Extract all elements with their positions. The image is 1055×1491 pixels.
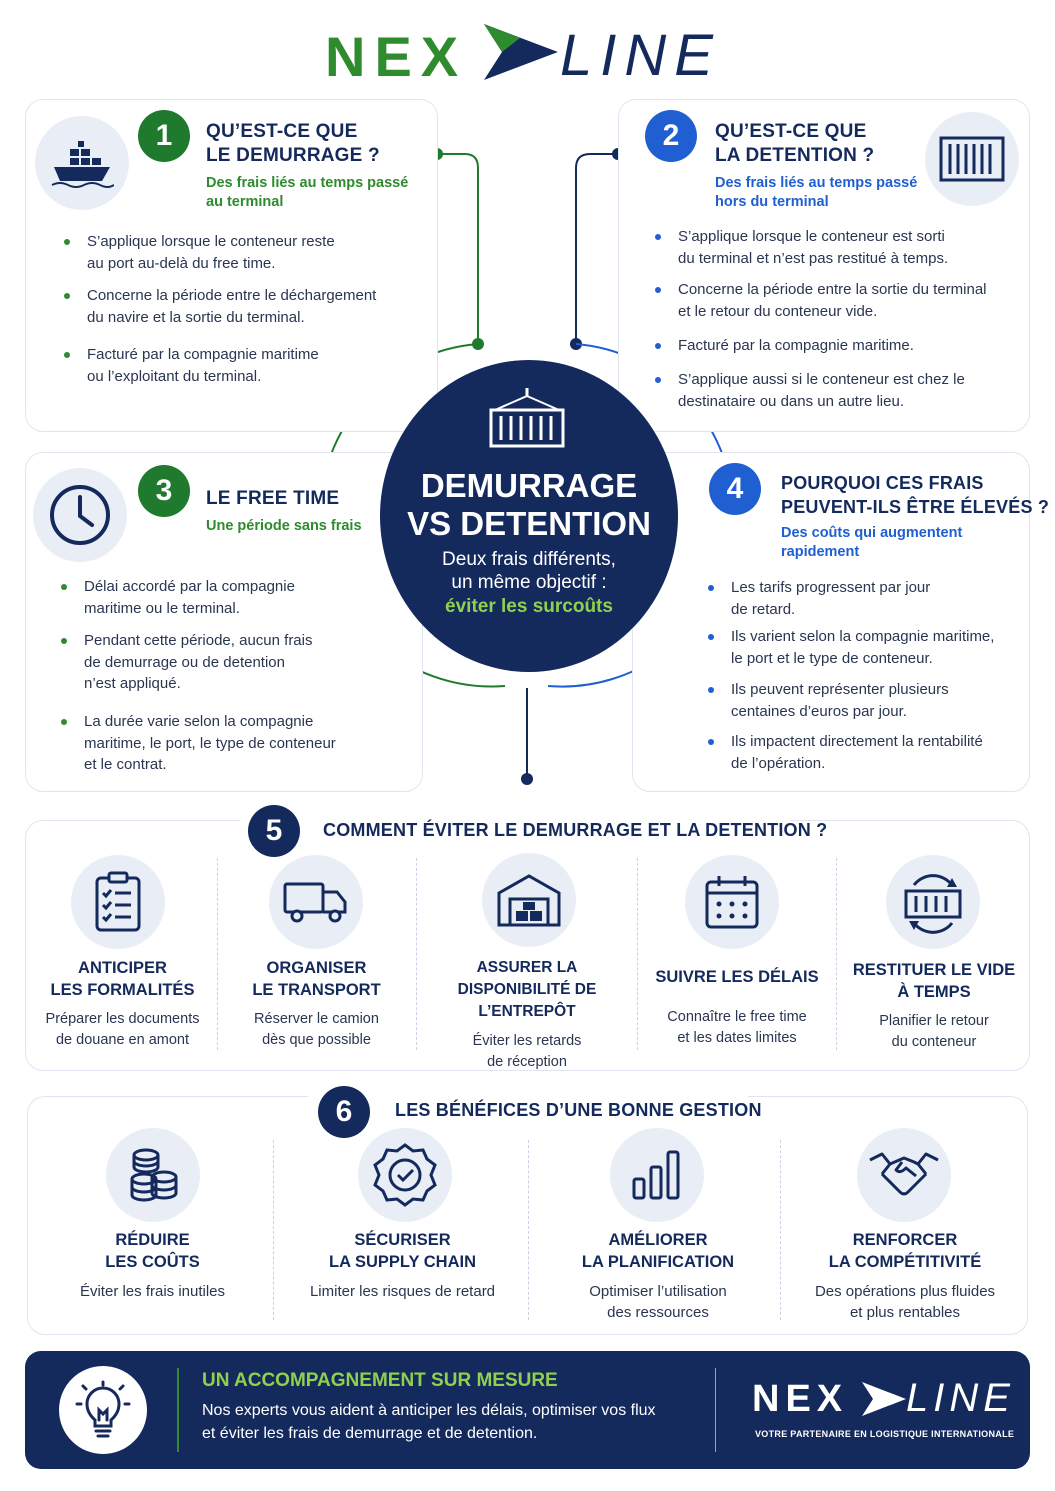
section6-divider <box>528 1140 529 1320</box>
step-desc-line1: Connaître le free time <box>667 1009 807 1025</box>
benefit-desc-line1: Des opérations plus fluides <box>814 1283 996 1300</box>
logo-line-text: LINE <box>560 23 721 88</box>
card3-bullet-2 <box>84 630 313 695</box>
bullet-line: Concerne la période entre le déchargement <box>87 287 377 304</box>
bullet-line: de retard. <box>731 600 796 618</box>
ship-icon-circle <box>35 116 129 210</box>
card4-title-line1: POURQUOI CES FRAIS <box>781 473 984 493</box>
ship-icon <box>50 137 114 189</box>
step-title-line1: ANTICIPER <box>78 959 167 977</box>
card1-title-line1: QU’EST-CE QUE <box>206 121 358 142</box>
container-icon-circle <box>925 112 1019 206</box>
footer-text-line2: et éviter les frais de demurrage et de detention. <box>202 1425 538 1442</box>
benefit-title-line2: LA PLANIFICATION <box>581 1253 735 1271</box>
clock-icon <box>48 483 112 547</box>
benefit-desc-line2: des ressources <box>607 1304 709 1321</box>
bullet-line: de l’opération. <box>731 754 826 772</box>
bullet-line: Ils impactent directement la rentabilité <box>731 733 983 750</box>
card3-bullet-1 <box>84 576 295 619</box>
benefit-desc-line1: Limiter les risques de retard <box>309 1283 496 1300</box>
footer-text-line1: Nos experts vous aident à anticiper les délais, optimiser vos flux <box>202 1402 656 1419</box>
card4-bullet-2 <box>731 626 994 669</box>
lightbulb-icon <box>75 1380 131 1440</box>
card2-title-line1: QU’EST-CE QUE <box>715 121 867 142</box>
footer-title: UN ACCOMPAGNEMENT SUR MESURE <box>202 1370 558 1391</box>
center-title-line1: DEMURRAGE <box>420 467 638 504</box>
card4-bullet-1 <box>731 577 930 620</box>
card2-title <box>715 120 874 168</box>
card1-number-badge: 1 <box>138 110 190 162</box>
container-return-icon <box>902 869 964 935</box>
benefit-desc <box>540 1281 776 1323</box>
card2-bullet-1 <box>678 226 948 269</box>
shield-check-icon-circle <box>358 1128 452 1222</box>
section6-divider <box>273 1140 274 1320</box>
bullet-line: maritime, le port, le type de conteneur <box>84 734 336 752</box>
step-desc <box>642 1007 832 1049</box>
lightbulb-icon-circle <box>59 1366 147 1454</box>
center-subtitle-line1: Deux frais différents, <box>442 549 616 570</box>
step-desc-line2: du conteneur <box>891 1034 977 1050</box>
step-desc <box>420 1031 634 1073</box>
center-subtitle-line2: un même objectif : <box>451 572 607 593</box>
step-title-line1: SUIVRE LES DÉLAIS <box>655 968 819 986</box>
section5-divider <box>217 858 218 1050</box>
clipboard-icon-circle <box>71 855 165 949</box>
bullet-line: Facturé par la compagnie maritime <box>87 346 319 363</box>
card3-number-badge: 3 <box>138 465 190 517</box>
container-icon <box>938 135 1006 183</box>
warehouse-icon <box>496 873 562 927</box>
section5-title: COMMENT ÉVITER LE DEMURRAGE ET LA DETENTION ? <box>323 820 828 840</box>
benefit-competitiveness <box>790 1229 1020 1323</box>
bullet-line: Concerne la période entre la sortie du terminal <box>678 281 987 298</box>
card4-bullet-3 <box>731 679 949 722</box>
card1-subtitle-line1: Des frais liés au temps passé <box>206 175 409 191</box>
step-desc-line1: Éviter les retards <box>472 1033 582 1049</box>
bullet-line: Ils varient selon la compagnie maritime, <box>731 628 995 645</box>
card4-number-badge: 4 <box>709 463 761 515</box>
container-return-icon-circle <box>886 855 980 949</box>
footer-logo-arrow-icon <box>860 1380 908 1418</box>
step-desc-line2: de douane en amont <box>55 1032 190 1048</box>
step-anticipate <box>30 957 215 1051</box>
card1-subtitle <box>206 174 408 212</box>
bullet-line: S’applique lorsque le conteneur reste <box>87 233 335 250</box>
bullet-line: S’applique aussi si le conteneur est chez le <box>678 371 965 388</box>
handshake-icon-circle <box>857 1128 951 1222</box>
card3-bullet-3 <box>84 711 336 776</box>
bullet-line: au port au-delà du free time. <box>87 254 276 272</box>
step-transport <box>224 957 409 1051</box>
truck-icon-circle <box>269 855 363 949</box>
benefit-desc <box>285 1281 520 1302</box>
calendar-icon-circle <box>685 855 779 949</box>
bullet-line: Pendant cette période, aucun frais <box>84 632 313 649</box>
bullet-line: et le retour du conteneur vide. <box>678 302 878 320</box>
bullet-line: du navire et la sortie du terminal. <box>87 308 305 326</box>
footer-divider-right <box>715 1368 716 1452</box>
coins-icon-circle <box>106 1128 200 1222</box>
truck-icon <box>283 880 349 924</box>
bullet-line: de demurrage ou de detention <box>84 653 285 671</box>
footer-logo-nex: NEX <box>752 1378 849 1420</box>
card1-subtitle-line2: au terminal <box>206 194 284 210</box>
card2-bullet-4 <box>678 369 965 412</box>
step-desc-line2: de réception <box>487 1054 567 1070</box>
section6-number-badge: 6 <box>318 1086 370 1138</box>
bar-chart-icon <box>631 1149 683 1201</box>
benefit-title-line2: LA COMPÉTITIVITÉ <box>828 1253 982 1271</box>
benefit-title-line1: RÉDUIRE <box>115 1231 190 1249</box>
card2-subtitle <box>715 174 917 212</box>
handshake-icon <box>868 1150 940 1200</box>
benefit-planning <box>540 1229 776 1323</box>
benefit-title-line1: SÉCURISER <box>354 1231 451 1249</box>
card2-title-line2: LA DETENTION ? <box>715 145 875 166</box>
step-desc-line1: Réserver le camion <box>254 1011 379 1027</box>
footer-text <box>202 1399 656 1445</box>
card2-bullet-3 <box>678 335 914 357</box>
bullet-line: et le contrat. <box>84 756 167 773</box>
warehouse-icon-circle <box>482 853 576 947</box>
step-desc-line1: Préparer les documents <box>45 1011 200 1027</box>
bullet-line: destinataire ou dans un autre lieu. <box>678 392 904 410</box>
bullet-line: le port et le type de conteneur. <box>731 649 933 667</box>
step-desc <box>30 1009 215 1051</box>
benefit-title-line1: RENFORCER <box>852 1231 958 1249</box>
card2-subtitle-line1: Des frais liés au temps passé <box>715 175 918 191</box>
card3-title: LE FREE TIME <box>206 488 340 509</box>
footer-tagline: VOTRE PARTENAIRE EN LOGISTIQUE INTERNATIONALE <box>755 1429 1015 1439</box>
step-title-line2: DISPONIBILITÉ DE L’ENTREPÔT <box>457 981 597 1020</box>
section5-divider <box>637 858 638 1050</box>
card4-subtitle <box>781 524 962 562</box>
step-desc-line2: dès que possible <box>262 1032 371 1048</box>
bullet-line: centaines d’euros par jour. <box>731 702 907 720</box>
clock-icon-circle <box>33 468 127 562</box>
card4-title-line2: PEUVENT-ILS ÊTRE ÉLEVÉS ? <box>781 497 1050 517</box>
clipboard-icon <box>93 871 143 933</box>
bullet-line: n’est appliqué. <box>84 675 181 692</box>
step-title-line1: RESTITUER LE VIDE <box>852 961 1016 979</box>
step-desc <box>224 1009 409 1051</box>
step-desc-line1: Planifier le retour <box>879 1013 989 1029</box>
card1-bullet-2 <box>87 285 376 328</box>
step-title-line2: LE TRANSPORT <box>252 981 381 999</box>
step-return <box>840 959 1028 1053</box>
benefit-desc <box>790 1281 1020 1323</box>
benefit-title-line2: LES COÛTS <box>105 1253 200 1271</box>
benefit-desc-line2: et plus rentables <box>849 1304 961 1321</box>
step-desc-line2: et les dates limites <box>677 1030 797 1046</box>
step-desc <box>840 1011 1028 1053</box>
benefit-desc-line1: Optimiser l’utilisation <box>589 1283 727 1300</box>
step-title-line1: ASSURER LA <box>476 959 578 976</box>
card4-subtitle-line2: rapidement <box>781 544 860 560</box>
bullet-line: ou l’exploitant du terminal. <box>87 367 262 385</box>
step-title-line2: LES FORMALITÉS <box>50 981 195 999</box>
benefit-desc <box>40 1281 265 1302</box>
footer-logo <box>752 1376 1015 1420</box>
card1-title-line2: LE DEMURRAGE ? <box>206 145 380 166</box>
coins-icon <box>126 1147 180 1203</box>
benefit-title-line1: AMÉLIORER <box>608 1231 708 1249</box>
benefit-desc-line1: Éviter les frais inutiles <box>79 1283 226 1300</box>
card2-bullet-2 <box>678 279 987 322</box>
bullet-line: Facturé par la compagnie maritime. <box>678 337 914 354</box>
step-title-line2: À TEMPS <box>897 983 971 1001</box>
calendar-icon <box>704 874 760 930</box>
section5-divider <box>836 858 837 1050</box>
center-title-line2: VS DETENTION <box>407 505 651 542</box>
card1-title <box>206 120 380 168</box>
card3-subtitle: Une période sans frais <box>206 518 362 534</box>
card4-subtitle-line1: Des coûts qui augmentent <box>781 525 963 541</box>
card1-bullet-1 <box>87 231 335 274</box>
footer-logo-line: LINE <box>906 1376 1015 1420</box>
bullet-line: La durée varie selon la compagnie <box>84 713 314 730</box>
bullet-line: S’applique lorsque le conteneur est sorti <box>678 228 945 245</box>
card4-title <box>781 471 1049 519</box>
bar-chart-icon-circle <box>610 1128 704 1222</box>
section6-divider <box>780 1140 781 1320</box>
section5-number-badge: 5 <box>248 805 300 857</box>
card2-number-badge: 2 <box>645 110 697 162</box>
section6-title: LES BÉNÉFICES D’UNE BONNE GESTION <box>395 1100 762 1120</box>
card2-subtitle-line2: hors du terminal <box>715 194 829 210</box>
container-crane-icon <box>487 386 567 450</box>
benefit-title-line2: LA SUPPLY CHAIN <box>328 1253 476 1271</box>
step-title-line1: ORGANISER <box>266 959 367 977</box>
section5-divider <box>416 858 417 1050</box>
benefit-costs <box>40 1229 265 1302</box>
bullet-line: maritime ou le terminal. <box>84 599 240 617</box>
bullet-line: Les tarifs progressent par jour <box>731 579 931 596</box>
card1-bullet-3 <box>87 344 319 387</box>
shield-check-icon <box>373 1143 437 1207</box>
benefit-supply-chain <box>285 1229 520 1302</box>
bullet-line: du terminal et n’est pas restitué à temps. <box>678 249 949 267</box>
card4-bullet-4 <box>731 731 983 774</box>
footer-divider-left <box>177 1368 179 1452</box>
step-warehouse <box>420 957 634 1073</box>
logo-nex-text: NEX <box>325 25 468 88</box>
bullet-line: Délai accordé par la compagnie <box>84 578 295 595</box>
center-accent: éviter les surcoûts <box>445 596 613 617</box>
step-deadlines <box>642 966 832 1049</box>
bullet-line: Ils peuvent représenter plusieurs <box>731 681 949 698</box>
